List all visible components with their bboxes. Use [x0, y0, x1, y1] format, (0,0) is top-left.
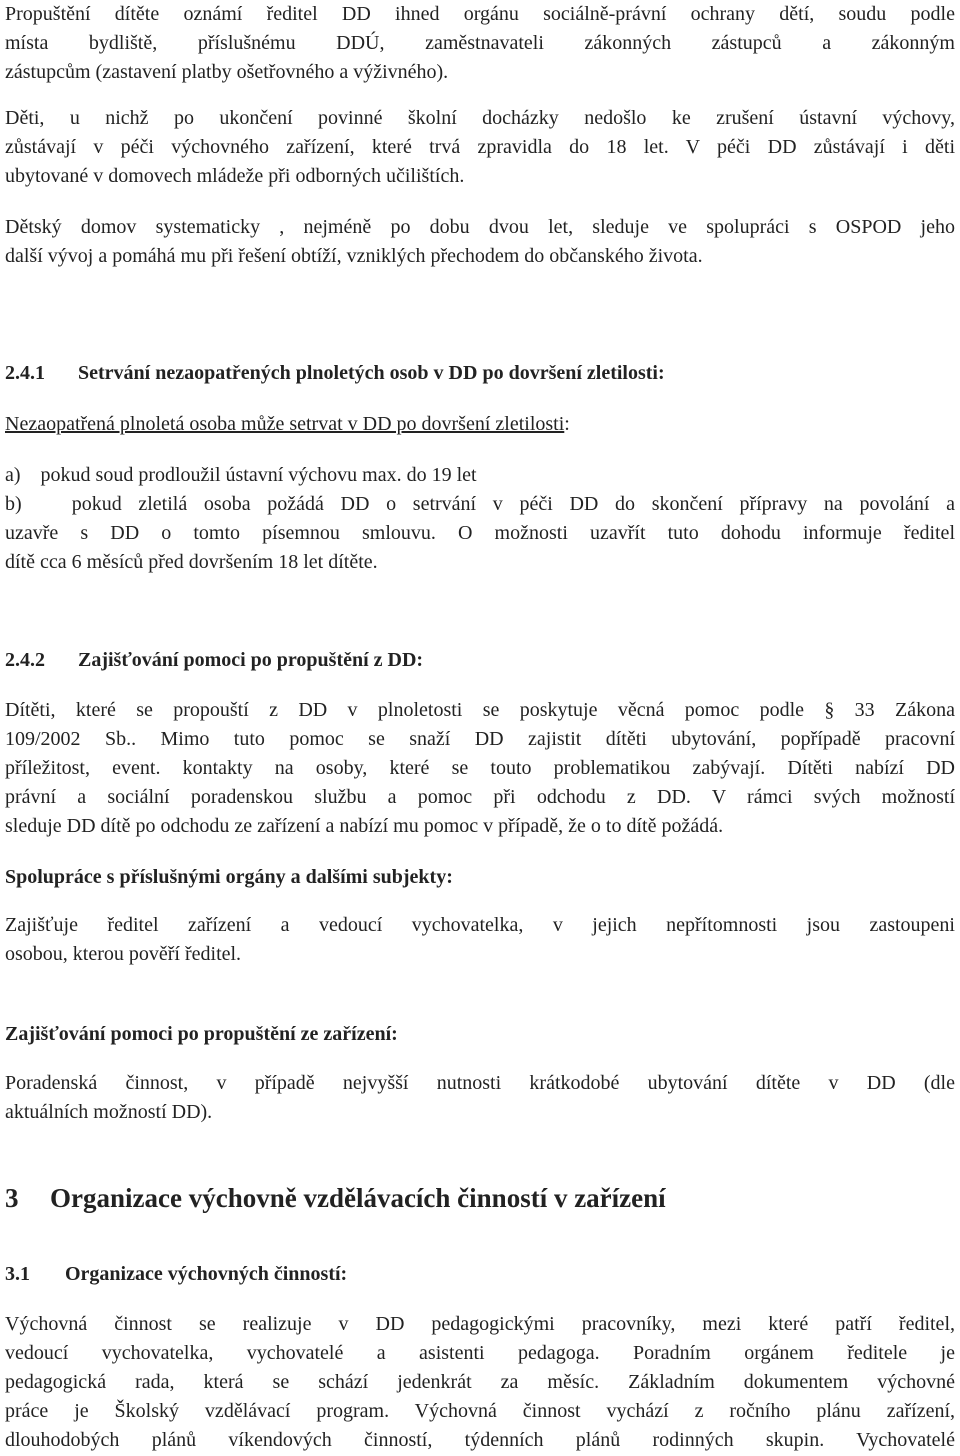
- intro-paragraph-2: [5, 104, 955, 191]
- section-number: 3.1: [5, 1263, 30, 1285]
- text-line: Děti, u nichž po ukončení povinné školní docházky nedošlo ke zrušení ústavní výchovy,: [5, 107, 955, 129]
- text-line: zůstávají v péči výchovného zařízení, které trvá zpravidla do 18 let. V péči DD zůstávají i děti: [5, 136, 955, 158]
- text-line: aktuálních možností DD).: [5, 1101, 213, 1123]
- section-number: 2.4.2: [5, 649, 45, 671]
- text-line: Dětský domov systematicky , nejméně po dobu dvou let, sleduje ve spolupráci s OSPOD jeho: [5, 216, 955, 238]
- section-title: Zajišťování pomoci po propuštění z DD:: [78, 649, 424, 671]
- text-line: místa bydliště, příslušnému DDÚ, zaměstnavateli zákonných zástupců a zákonným: [5, 32, 955, 54]
- section-heading-3-1: [5, 1259, 347, 1289]
- intro-paragraph-1: [5, 0, 955, 87]
- chapter-title: Organizace výchovně vzdělávacích činností v zařízení: [50, 1183, 666, 1213]
- text-line: pedagogická rada, která se schází jedenkrát za měsíc. Základním dokumentem výchovné: [5, 1371, 955, 1393]
- list-item-a: [5, 461, 955, 490]
- intro-paragraph-3: [5, 213, 955, 271]
- list-item-b: [5, 490, 955, 577]
- aftercare-body: [5, 1069, 955, 1127]
- text-line: Poradenská činnost, v případě nejvyšší nutnosti krátkodobé ubytování dítěte v DD (dle: [5, 1072, 955, 1094]
- cooperation-title: Spolupráce s příslušnými orgány a dalšími subjekty:: [5, 866, 453, 888]
- chapter-number: 3: [5, 1183, 19, 1213]
- text-line: Zajišťuje ředitel zařízení a vedoucí vychovatelka, v jejich nepřítomnosti jsou zastoupeni: [5, 914, 955, 936]
- text-line: dítě cca 6 měsíců před dovršením 18 let dítěte.: [5, 551, 378, 573]
- section-subtitle: [5, 410, 955, 439]
- text-line: Dítěti, které se propouští z DD v plnoletosti se poskytuje věcná pomoc podle § 33 Zákona: [5, 699, 955, 721]
- section-title: Organizace výchovných činností:: [65, 1263, 348, 1285]
- text-line: právní a sociální poradenskou službu a pomoc při odchodu z DD. V rámci svých možností: [5, 786, 955, 808]
- section-heading-2-4-2: [5, 645, 423, 675]
- subtitle-text: Nezaopatřená plnoletá osoba může setrvat v DD po dovršení zletilosti: [5, 413, 565, 435]
- text-line: vedoucí vychovatelka, vychovatelé a asistenti pedagoga. Poradním orgánem ředitele je: [5, 1342, 955, 1364]
- text-line: Propuštění dítěte oznámí ředitel DD ihned orgánu sociálně-právní ochrany dětí, soudu podle: [5, 3, 955, 25]
- text-line: b) pokud zletilá osoba požádá DD o setrvání v péči DD do skončení přípravy na povolání a: [5, 493, 955, 515]
- cooperation-heading: [5, 862, 453, 892]
- chapter-heading-3: [5, 1180, 666, 1216]
- cooperation-body: [5, 911, 955, 969]
- subtitle-colon: :: [564, 413, 570, 435]
- section-heading-2-4-1: [5, 358, 665, 388]
- text-line: Výchovná činnost se realizuje v DD pedagogickými pracovníky, mezi které patří ředitel,: [5, 1313, 955, 1335]
- text-line: sleduje DD dítě po odchodu ze zařízení a nabízí mu pomoc v případě, že o to dítě požádá.: [5, 815, 724, 837]
- aftercare-heading: [5, 1019, 398, 1049]
- section-number: 2.4.1: [5, 362, 45, 384]
- section-3-1-body: [5, 1310, 955, 1455]
- aftercare-title: Zajišťování pomoci po propuštění ze zařízení:: [5, 1023, 398, 1045]
- text-line: příležitost, event. kontakty na osoby, které se touto problematikou zabývají. Dítěti nabízí DD: [5, 757, 955, 779]
- text-line: 109/2002 Sb.. Mimo tuto pomoc se snaží DD zajistit dítěti ubytování, popřípadě pracovní: [5, 728, 955, 750]
- text-line: ubytované v domovech mládeže při odborných učilištích.: [5, 165, 465, 187]
- text-line: zástupcům (zastavení platby ošetřovného a výživného).: [5, 61, 449, 83]
- text-line: další vývoj a pomáhá mu při řešení obtíží, vzniklých přechodem do občanského života.: [5, 245, 703, 267]
- list-item-text: a) pokud soud prodloužil ústavní výchovu max. do 19 let: [5, 464, 477, 486]
- text-line: osobou, kterou pověří ředitel.: [5, 943, 242, 965]
- section-title: Setrvání nezaopatřených plnoletých osob v DD po dovršení zletilosti:: [78, 362, 665, 384]
- text-line: práce je Školský vzdělávací program. Výchovná činnost vychází z ročního plánu zařízení,: [5, 1400, 955, 1422]
- text-line: dlouhodobých plánů víkendových činností, týdenních plánů rodinných skupin. Vychovatelé: [5, 1429, 955, 1451]
- section-2-4-2-body: [5, 696, 955, 841]
- text-line: uzavře s DD o tomto písemnou smlouvu. O možnosti uzavřít tuto dohodu informuje ředitel: [5, 522, 955, 544]
